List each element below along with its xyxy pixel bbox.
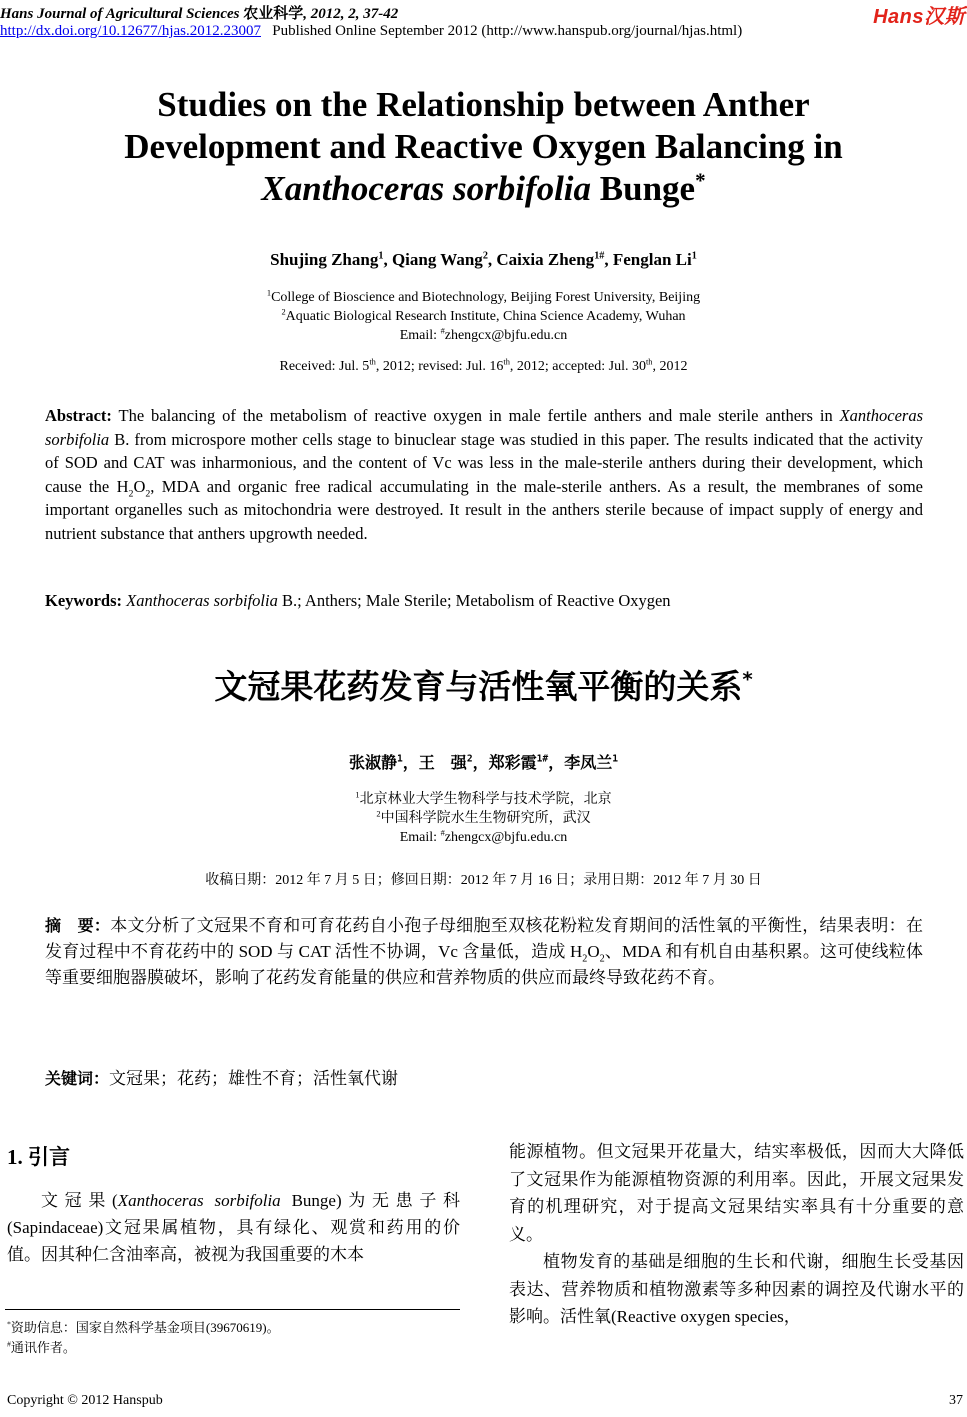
title-line-1: Studies on the Relationship between Anther [157,85,810,124]
affiliation-cn-1: $^1$北京林业大学生物科学与技术学院，北京 [355,790,612,807]
abstract-cn-label: 摘 要： [45,916,111,935]
abstract-cn: 摘 要：本文分析了文冠果不育和可育花药自小孢子母细胞至双核花粉粒发育期间的活性氧的平衡性，结果表明：在发育过程中不育花药中的 SOD 与 CAT 活性不协调，Vc 含量低，造成 $H_2O_2$、MDA 和有机自由基积累。这可使线粒体等重要细胞器膜破坏，影响了花药发育能量的供应和营养物质的供应而最终导致花药不育。 [45,916,924,987]
author: Fenglan Li [612,250,692,269]
section-title: 1. 引言 [7,1145,70,1169]
keywords-cn: 关键词：文冠果；花药；雄性不育；活性氧代谢 [45,1069,399,1088]
footnote-funding: *资助信息：国家自然科学基金项目(39670619)。 [7,1319,280,1335]
keywords-label: Keywords: [45,591,122,610]
paper-title-en [60,84,907,210]
affiliations-en [0,288,967,345]
dates-en: Received: Jul. 5th, 2012; revised: Jul. 16th, 2012; accepted: Jul. 30th, 2012 [279,357,688,374]
footnote-divider [5,1309,460,1310]
email-en: Email: #zhengcx@bjfu.edu.cn [399,326,568,343]
title-species: Xanthoceras sorbifolia [261,169,592,208]
author: 郑彩霞 [488,753,537,772]
paragraph: 植物发育的基础是细胞的生长和代谢，细胞生长受基因表达、营养物质和植物激素等多种因素的调控及代谢水平的影响。活性氧(Reactive oxygen species， [509,1252,964,1326]
paper-title-cn: 文冠果花药发育与活性氧平衡的关系* [214,667,753,706]
authors-cn: 张淑静$^1$，王 强$^2$，郑彩霞$^{1\#}$，李凤兰$^1$ [348,753,618,772]
author: Qiang Wang [391,250,483,269]
title-line-2: Development and Reactive Oxygen Balancing in [124,127,843,166]
affiliation-cn-2: $^2$中国科学院水生生物研究所，武汉 [376,809,591,826]
left-column [7,1187,460,1268]
paragraph: 文冠果(Xanthoceras sorbifolia Bunge)为无患子科(Sapindaceae)文冠果属植物，具有绿化、观赏和药用的价值。因其种仁含油率高，被视为我国重要的木本 [7,1191,460,1264]
title-line-3 [60,168,907,210]
paragraph: 能源植物。但文冠果开花量大，结实率极低，因而大大降低了文冠果作为能源植物资源的利用率。因此，开展文冠果发育的机理研究，对于提高文冠果结实率具有十分重要的意义。 [509,1142,964,1244]
abstract-label: Abstract: [45,406,112,425]
keywords-en: Keywords: Xanthoceras sorbifolia B.; Anthers; Male Sterile; Metabolism of Reactive Oxygen [45,591,671,610]
doi-link[interactable]: http://dx.doi.org/10.12677/hjas.2012.23007 [0,23,261,39]
footnote-corresponding: #通讯作者。 [7,1339,76,1355]
copyright: Copyright © 2012 Hanspub [7,1393,163,1408]
affiliation-1: $^1$College of Bioscience and Biotechnology, Beijing Forest University, Beijing [266,288,701,305]
author: 王 强 [418,753,467,772]
published-online: Published Online September 2012 (http://www.hanspub.org/journal/hjas.html) [272,23,743,39]
author: Caixia Zheng [496,250,595,269]
journal-name-cn: 农业科学 [243,6,304,22]
journal-header [0,2,398,23]
email-link: zhengcx@bjfu.edu.cn [444,328,568,343]
affiliation-2: $^2$Aquatic Biological Research Institute, China Science Academy, Wuhan [281,307,686,324]
authors-en: Shujing Zhang$^1$, Qiang Wang$^2$, Caixia Zheng$^{1\#}$, Fenglan Li$^1$ [270,250,697,269]
journal-name: Hans Journal of Agricultural Sciences [0,6,240,22]
affiliations-cn [0,790,967,847]
title-footnote-mark: * [695,168,706,193]
title-authority: Bunge [591,169,696,208]
doi-line [0,23,742,40]
hans-logo: Hans汉斯 [873,6,965,28]
author: 张淑静 [348,753,397,772]
journal-issue: , 2012, 2, 37-42 [303,6,399,22]
author: 李凤兰 [564,753,613,772]
email-cn: Email: #zhengcx@bjfu.edu.cn [399,828,568,845]
right-column [509,1138,964,1331]
keywords-cn-label: 关键词： [45,1069,110,1088]
abstract-en: Abstract: The balancing of the metabolism of reactive oxygen in male fertile anthers and male sterile anthers in Xanthoceras sorbifolia B. from microspore mother cells stage to binuclear stage was studied in this paper. The results indicated that the activity of SOD and CAT was inharmonious, and the content of Vc was less in the male-sterile anthers during their development, which cause the $H_2O_2$, MDA and organic free radical accumulating in the male-sterile anthers. As a result, the membranes of some important organelles such as mitochondria were destroyed. It result in the anthers sterile because of impact supply of energy and nutrient substance that anthers upgrowth needed. [45,406,924,543]
dates-cn: 收稿日期：2012 年 7 月 5 日；修回日期：2012 年 7 月 16 日；录用日期：2012 年 7 月 30 日 [205,873,762,888]
author: Shujing Zhang [270,250,379,269]
page-number: 37 [949,1393,963,1408]
